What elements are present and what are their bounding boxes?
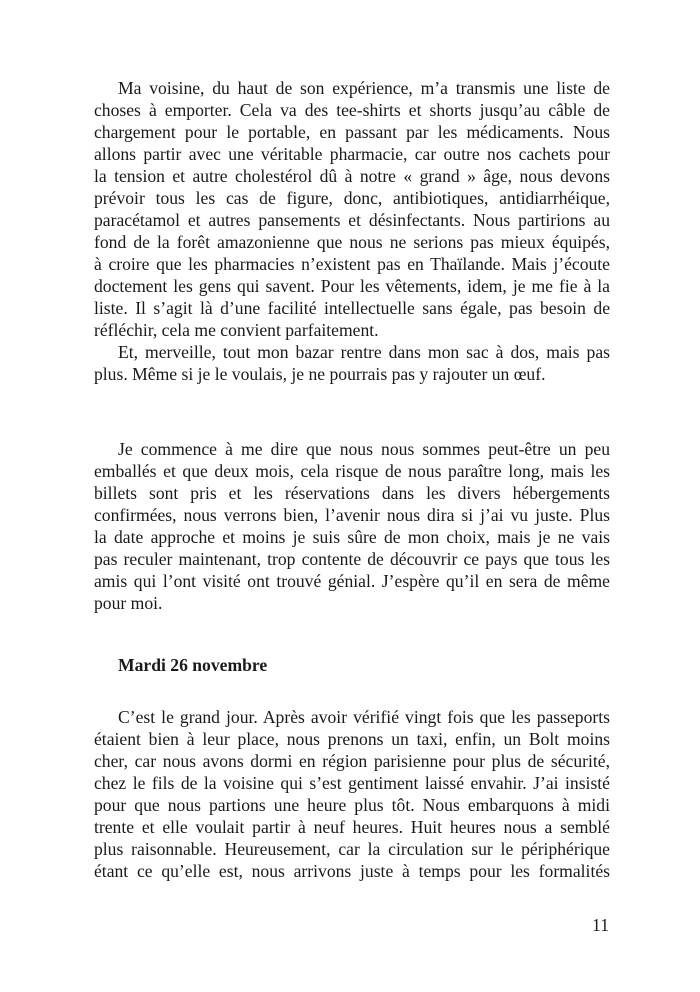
text-line: emballés et que deux mois, cela risque de nous paraître long, mais les	[94, 461, 610, 481]
text-line: réfléchir, cela me convient parfaitement.	[94, 320, 379, 340]
text-line: liste. Il s’agit là d’une facilité intellectuelle sans égale, pas besoin de	[94, 298, 610, 318]
paragraph-packing-list	[94, 77, 610, 341]
text-line: Je commence à me dire que nous nous sommes peut-être un peu	[118, 439, 610, 459]
text-line: étaient bien à leur place, nous prenons un taxi, enfin, un Bolt moins	[94, 729, 610, 749]
text-line: billets sont pris et les réservations dans les divers hébergements	[94, 483, 610, 503]
text-line: la date approche et moins je suis sûre de mon choix, mais je ne vais	[94, 527, 610, 547]
text-line: la tension et autre cholestérol dû à notre « grand » âge, nous devons	[94, 166, 610, 186]
section-heading-block	[94, 654, 610, 676]
text-line: Et, merveille, tout mon bazar rentre dans mon sac à dos, mais pas	[118, 342, 610, 362]
date-heading: Mardi 26 novembre	[118, 655, 268, 675]
paragraph-doubts	[94, 438, 610, 614]
page-number: 11	[592, 915, 609, 935]
text-line: cher, car nous avons dormi en région parisienne pour plus de sécurité,	[94, 751, 610, 771]
text-line: à croire que les pharmacies n’existent pas en Thaïlande. Mais j’écoute	[94, 254, 610, 274]
text-line: amis qui l’ont visité ont trouvé génial. J’espère qu’il en sera de même	[94, 571, 610, 591]
text-line: étant ce qu’elle est, nous arrivons juste à temps pour les formalités	[94, 861, 610, 881]
text-line: trente et elle voulait partir à neuf heures. Huit heures nous a semblé	[94, 817, 610, 837]
text-line: Ma voisine, du haut de son expérience, m’a transmis une liste de	[118, 78, 610, 98]
paragraph-backpack	[94, 341, 610, 385]
text-line: choses à emporter. Cela va des tee-shirts et shorts jusqu’au câble de	[94, 100, 610, 120]
text-line: doctement les gens qui savent. Pour les vêtements, idem, je me fie à la	[94, 276, 610, 296]
text-line: plus raisonnable. Heureusement, car la circulation sur le périphérique	[94, 839, 610, 859]
text-line: fond de la forêt amazonienne que nous ne serions pas mieux équipés,	[94, 232, 610, 252]
text-line: pour que nous partions une heure plus tôt. Nous embarquons à midi	[94, 795, 610, 815]
text-line: chez le fils de la voisine qui s’est gentiment laissé envahir. J’ai insisté	[94, 773, 610, 793]
paragraph-departure-day	[94, 706, 610, 882]
text-line: prévoir tous les cas de figure, donc, antibiotiques, antidiarrhéique,	[94, 188, 610, 208]
text-line: plus. Même si je le voulais, je ne pourrais pas y rajouter un œuf.	[94, 364, 546, 384]
text-line: C’est le grand jour. Après avoir vérifié vingt fois que les passeports	[118, 707, 610, 727]
text-line: confirmées, nous verrons bien, l’avenir nous dira si j’ai vu juste. Plus	[94, 505, 610, 525]
text-line: allons partir avec une véritable pharmacie, car outre nos cachets pour	[94, 144, 610, 164]
text-line: paracétamol et autres pansements et désinfectants. Nous partirions au	[94, 210, 610, 230]
text-line: pour moi.	[94, 593, 163, 613]
text-line: pas reculer maintenant, trop contente de découvrir ce pays que tous les	[94, 549, 610, 569]
text-line: chargement pour le portable, en passant par les médicaments. Nous	[94, 122, 610, 142]
